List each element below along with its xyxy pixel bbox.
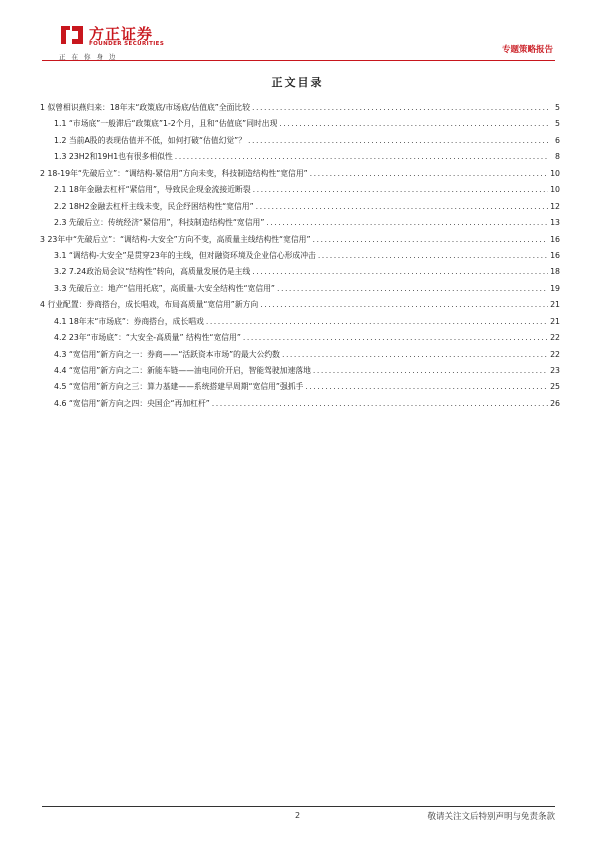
toc-entry[interactable] bbox=[40, 199, 560, 215]
logo-motto: 正在你身边 bbox=[59, 53, 122, 61]
toc-entry-page: 5 bbox=[555, 119, 560, 129]
toc-entry-title: 2.2 18H2金融去杠杆主线未变，民企纾困结构性“宽信用” bbox=[54, 201, 254, 211]
toc-entry[interactable] bbox=[40, 248, 560, 264]
toc-entry[interactable] bbox=[40, 297, 560, 313]
toc-dot-leader bbox=[318, 248, 548, 264]
toc-entry-title: 2.1 18年金融去杠杆“紧信用”，导致民企现金流接近断裂 bbox=[54, 185, 251, 195]
toc-entry-page: 21 bbox=[550, 300, 560, 310]
toc-entry-page: 10 bbox=[550, 168, 560, 178]
toc-dot-leader bbox=[277, 281, 548, 297]
toc-dot-leader bbox=[282, 347, 548, 363]
toc-entry[interactable] bbox=[40, 330, 560, 346]
founder-logo-icon bbox=[58, 22, 86, 48]
toc-entry-page: 19 bbox=[550, 283, 560, 293]
toc-entry[interactable] bbox=[40, 116, 560, 132]
toc-dot-leader bbox=[243, 330, 548, 346]
toc-dot-leader bbox=[313, 232, 548, 248]
toc-entry-title: 4.2 23年“市场底”：“大安全-高质量” 结构性“宽信用” bbox=[54, 333, 241, 343]
toc-entry-title: 4.4 “宽信用”新方向之二：新能车链——油电同价开启，智能驾驶加速落地 bbox=[54, 366, 311, 375]
toc-dot-leader bbox=[260, 297, 548, 313]
toc-entry[interactable] bbox=[40, 232, 560, 248]
toc-entry[interactable] bbox=[40, 182, 560, 198]
toc-entry[interactable] bbox=[40, 396, 560, 412]
toc-dot-leader bbox=[248, 133, 548, 149]
toc-title: 正文目录 bbox=[271, 76, 324, 89]
toc-dot-leader bbox=[310, 166, 548, 182]
toc-entry-title: 1.2 当前A股的表现估值并不低，如何打破“估值幻觉”？ bbox=[54, 135, 247, 145]
toc-dot-leader bbox=[279, 116, 548, 132]
toc-entry[interactable] bbox=[40, 379, 560, 395]
company-logo bbox=[58, 22, 178, 62]
header-divider bbox=[42, 60, 555, 61]
toc-entry-page: 23 bbox=[550, 366, 560, 375]
toc-entry[interactable] bbox=[40, 133, 560, 149]
footer-divider bbox=[42, 806, 555, 807]
toc-entry-title: 2.3 先破后立：传统经济“紧信用”，科技制造结构性“宽信用” bbox=[54, 218, 265, 228]
toc-entry[interactable] bbox=[40, 215, 560, 231]
toc-dot-leader bbox=[266, 215, 548, 231]
toc-dot-leader bbox=[256, 199, 548, 215]
toc-entry-title: 3.2 7.24政治局会议“结构性”转向，高质量发展仍是主线 bbox=[54, 267, 251, 277]
logo-chinese-name: 方正证券 bbox=[89, 25, 154, 43]
logo-english-name: FOUNDER SECURITIES bbox=[89, 41, 165, 47]
toc-dot-leader bbox=[252, 264, 548, 280]
toc-entry-page: 16 bbox=[550, 250, 560, 260]
toc-entry-title: 4.3 “宽信用”新方向之一：券商——“活跃资本市场”的最大公约数 bbox=[54, 349, 280, 359]
toc-entry[interactable] bbox=[40, 363, 560, 379]
toc-entry-page: 5 bbox=[555, 103, 560, 112]
toc-entry[interactable] bbox=[40, 281, 560, 297]
report-type-label: 专题策略报告 bbox=[501, 45, 553, 55]
toc-entry-page: 8 bbox=[555, 152, 560, 162]
toc-entry-page: 25 bbox=[550, 382, 560, 392]
toc-entry-page: 13 bbox=[550, 218, 560, 228]
toc-entry-title: 4.1 18年末“市场底”：券商搭台，成长唱戏 bbox=[54, 316, 204, 326]
toc-dot-leader bbox=[175, 149, 548, 165]
page-header bbox=[0, 0, 595, 70]
toc-entry-page: 6 bbox=[555, 135, 560, 145]
toc-entry-title: 4.6 “宽信用”新方向之四：央国企“再加杠杆” bbox=[54, 398, 210, 408]
toc-entry-title: 4 行业配置：券商搭台，成长唱戏，布局高质量“宽信用”新方向 bbox=[40, 300, 259, 310]
toc-entry-page: 12 bbox=[550, 201, 560, 211]
toc-dot-leader bbox=[206, 314, 548, 330]
toc-entry-title: 1 似曾相识燕归来：18年末“政策底/市场底/估值底”全面比较 bbox=[40, 103, 251, 112]
toc-entry-title: 3.3 先破后立：地产“信用托底”，高质量-大安全结构性“宽信用” bbox=[54, 283, 275, 293]
toc-entry-page: 22 bbox=[550, 349, 560, 359]
toc-entry[interactable] bbox=[40, 264, 560, 280]
page-number: 2 bbox=[294, 811, 301, 820]
toc-entry[interactable] bbox=[40, 166, 560, 182]
toc-entry-title: 1.1 “市场底”一般滞后“政策底”1-2个月，且和“估值底”同时出现 bbox=[54, 119, 278, 129]
toc-dot-leader bbox=[253, 182, 548, 198]
toc-entry-title: 4.5 “宽信用”新方向之三：算力基建——系统搭建早周期“宽信用”强抓手 bbox=[54, 382, 304, 392]
toc-entry-page: 22 bbox=[550, 333, 560, 343]
toc-dot-leader bbox=[305, 379, 548, 395]
toc-entry[interactable] bbox=[40, 314, 560, 330]
toc-entry-page: 10 bbox=[550, 185, 560, 195]
table-of-contents bbox=[40, 100, 560, 412]
toc-entry-title: 3 23年中“先破后立”：“调结构-大安全”方向不变，高质量主线结构性“宽信用” bbox=[40, 234, 311, 244]
toc-entry-title: 3.1 “调结构-大安全”是贯穿23年的主线，但对融资环境及企业信心形成冲击 bbox=[54, 250, 316, 260]
toc-entry-page: 26 bbox=[550, 398, 560, 408]
toc-dot-leader bbox=[252, 100, 548, 116]
toc-entry-page: 21 bbox=[550, 316, 560, 326]
toc-entry-title: 1.3 23H2和19H1也有很多相似性 bbox=[54, 152, 173, 162]
toc-dot-leader bbox=[212, 396, 548, 412]
footer-disclaimer: 敬请关注文后特别声明与免责条款 bbox=[427, 812, 555, 822]
toc-dot-leader bbox=[313, 363, 548, 379]
toc-entry[interactable] bbox=[40, 100, 560, 116]
toc-entry-page: 18 bbox=[550, 267, 560, 277]
toc-entry[interactable] bbox=[40, 149, 560, 165]
toc-entry[interactable] bbox=[40, 347, 560, 363]
toc-entry-page: 16 bbox=[550, 234, 560, 244]
toc-entry-title: 2 18-19年“先破后立”：“调结构-紧信用”方向未变，科技制造结构性“宽信用” bbox=[40, 168, 308, 178]
